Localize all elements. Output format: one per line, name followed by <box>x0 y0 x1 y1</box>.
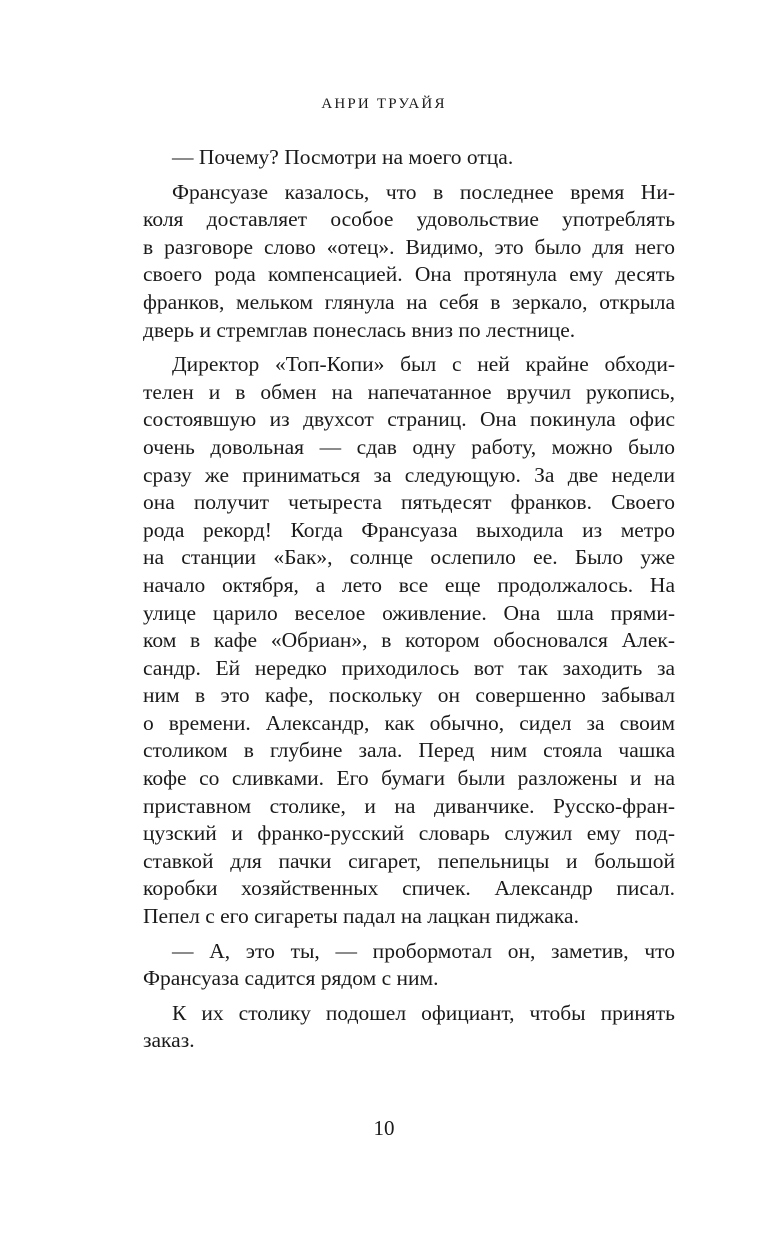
paragraph <box>143 1000 675 1055</box>
text-line: на станции «Бак», солнце ослепило ее. Было уже <box>143 545 675 570</box>
text-line: кофе со сливками. Его бумаги были разложены и на <box>143 766 675 791</box>
text-line: очень довольная — сдав одну работу, можно было <box>143 434 675 459</box>
text-line: — Почему? Посмотри на моего отца. <box>172 145 514 169</box>
running-header: АНРИ ТРУАЙЯ <box>321 96 447 112</box>
text-line: Франсуазе казалось, что в последнее время Ни- <box>172 179 675 204</box>
text-line: в разговоре слово «отец». Видимо, это было для него <box>143 234 675 259</box>
text-line: состоявшую из двухсот страниц. Она покинула офис <box>143 407 675 432</box>
text-line: — А, это ты, — пробормотал он, заметив, что <box>172 938 675 963</box>
text-line: рода рекорд! Когда Франсуаза выходила из метро <box>143 517 675 542</box>
text-line: коля доставляет особое удовольствие употреблять <box>143 207 675 232</box>
paragraph <box>143 938 675 993</box>
text-line: начало октября, а лето все еще продолжалось. На <box>143 572 675 597</box>
paragraph <box>143 351 675 930</box>
text-line: ком в кафе «Обриан», в котором обосновался Алек- <box>143 628 675 653</box>
text-line: улице царило веселое оживление. Она шла прями- <box>143 600 675 625</box>
text-line: дверь и стремглав понеслась вниз по лестнице. <box>143 317 576 342</box>
text-line: телен и в обмен на напечатанное вручил рукопись, <box>143 379 675 404</box>
text-line: ставкой для пачки сигарет, пепельницы и большой <box>143 848 675 873</box>
paragraph <box>143 144 675 172</box>
text-line: цузский и франко-русский словарь служил ему под- <box>143 821 675 846</box>
paragraph <box>143 179 675 345</box>
text-line: коробки хозяйственных спичек. Александр писал. <box>143 876 675 901</box>
text-line: Пепел с его сигареты падал на лацкан пиджака. <box>143 904 579 929</box>
text-line: сразу же приниматься за следующую. За две недели <box>143 462 675 487</box>
text-line: ним в это кафе, поскольку он совершенно забывал <box>143 683 675 708</box>
page-body <box>143 144 675 1062</box>
text-line: о времени. Александр, как обычно, сидел за своим <box>143 710 675 735</box>
text-line: франков, мельком глянула на себя в зеркало, открыла <box>143 289 675 314</box>
text-line: столиком в глубине зала. Перед ним стояла чашка <box>143 738 675 763</box>
text-line: она получит четыреста пятьдесят франков. Своего <box>143 490 675 515</box>
text-line: сандр. Ей нередко приходилось вот так заходить за <box>143 655 675 680</box>
text-line: своего рода компенсацией. Она протянула ему десять <box>143 262 675 287</box>
text-line: Директор «Топ-Копи» был с ней крайне обходи- <box>172 352 675 377</box>
text-line: заказ. <box>143 1028 195 1053</box>
page-number: 10 <box>373 1116 395 1140</box>
text-line: К их столику подошел официант, чтобы принять <box>172 1000 675 1025</box>
text-line: Франсуаза садится рядом с ним. <box>143 966 439 991</box>
text-line: приставном столике, и на диванчике. Русско-фран- <box>143 793 675 818</box>
